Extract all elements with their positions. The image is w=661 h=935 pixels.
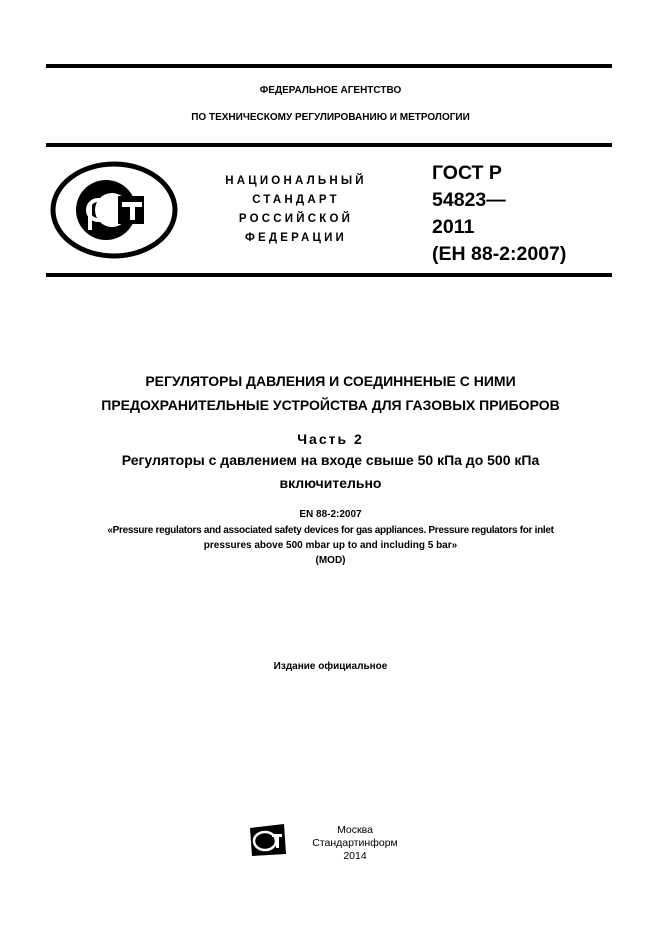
subtitle-line-1: Регуляторы с давлением на входе свыше 50 кПа до 500 кПа <box>121 452 540 468</box>
standartinform-logo-icon <box>248 822 288 858</box>
agency-line-2: ПО ТЕХНИЧЕСКОМУ РЕГУЛИРОВАНИЮ И МЕТРОЛОГИИ <box>191 112 470 123</box>
designation-line: 54823— <box>432 189 506 211</box>
original-code: EN 88-2:2007 <box>299 509 362 520</box>
header-rule <box>46 143 612 147</box>
national-standard-line: НАЦИОНАЛЬНЫЙ <box>225 175 367 187</box>
national-standard-line: ФЕДЕРАЦИИ <box>244 232 348 244</box>
publisher-year: 2014 <box>343 850 367 862</box>
part-label: Часть 2 <box>297 431 364 447</box>
gost-logo-icon <box>50 160 178 260</box>
national-standard-line: СТАНДАРТ <box>252 194 340 206</box>
standard-designation <box>432 160 566 268</box>
designation-line: ГОСТ Р <box>432 162 502 184</box>
original-title-line-1: «Pressure regulators and associated safety devices for gas appliances. Pressure regulators for inlet <box>107 525 554 536</box>
top-rule <box>46 64 612 68</box>
national-standard-line: РОССИЙСКОЙ <box>238 213 354 225</box>
edition-label: Издание официальное <box>273 661 388 672</box>
original-title-line-2: pressures above 500 mbar up to and including 5 bar» <box>203 540 458 551</box>
agency-line-1: ФЕДЕРАЛЬНОЕ АГЕНТСТВО <box>259 85 402 96</box>
modification-label: (MOD) <box>315 555 346 566</box>
title-line-1: РЕГУЛЯТОРЫ ДАВЛЕНИЯ И СОЕДИННЕНЫЕ С НИМИ <box>145 373 516 389</box>
designation-line: (ЕН 88-2:2007) <box>432 243 567 265</box>
publisher-city: Москва <box>337 824 373 836</box>
bottom-header-rule <box>46 273 612 277</box>
designation-line: 2011 <box>432 216 475 238</box>
national-standard-label <box>196 172 396 248</box>
publisher-info <box>295 824 415 863</box>
title-line-2: ПРЕДОХРАНИТЕЛЬНЫЕ УСТРОЙСТВА ДЛЯ ГАЗОВЫХ ПРИБОРОВ <box>101 397 560 413</box>
publisher-name: Стандартинформ <box>312 837 398 849</box>
subtitle-line-2: включительно <box>279 475 382 491</box>
